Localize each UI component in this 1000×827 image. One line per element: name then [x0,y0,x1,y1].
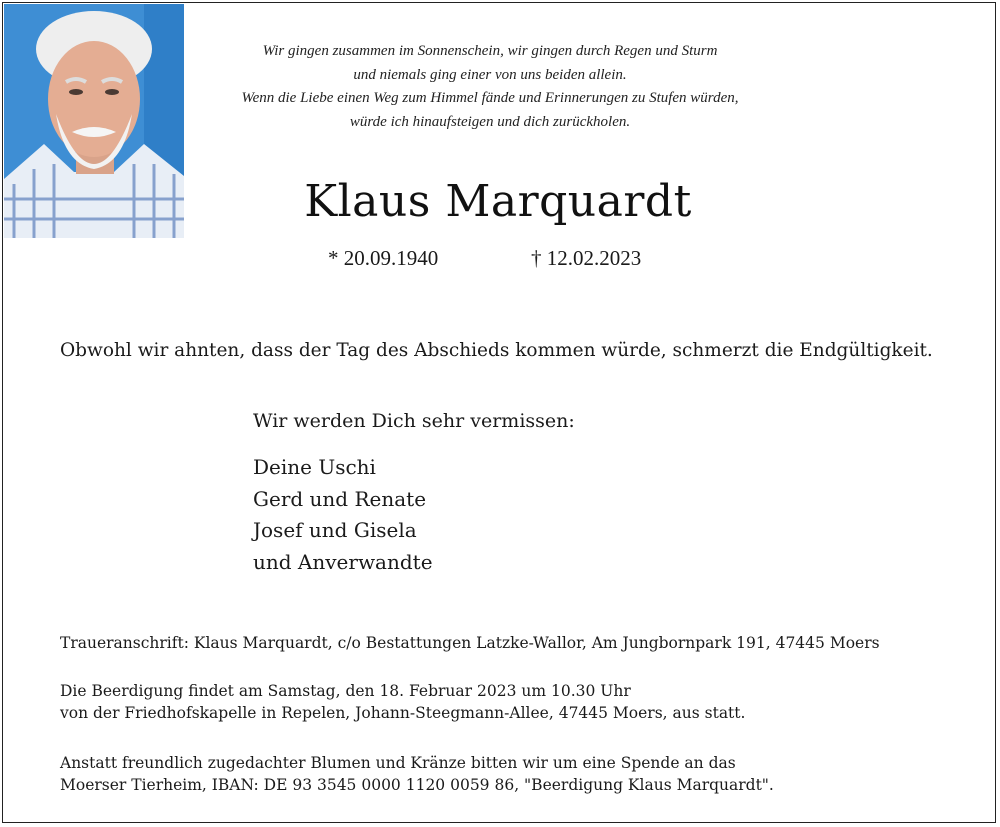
poem-line: Wenn die Liebe einen Weg zum Himmel fände und Erinnerungen zu Stufen würden, [241,90,739,106]
family-member: Gerd und Renate [253,486,427,511]
donation-line: Anstatt freundlich zugedachter Blumen und Kränze bitten wir um eine Spende an das [60,754,736,772]
family-member: Josef und Gisela [253,518,417,542]
poem-line: würde ich hinaufsteigen und dich zurückholen. [349,113,631,130]
poem [200,40,780,134]
funeral-line: Die Beerdigung findet am Samstag, den 18. Februar 2023 um 10.30 Uhr [60,682,631,700]
family-member: Deine Uschi [253,455,376,479]
miss-line: Wir werden Dich sehr vermissen: [253,410,575,432]
birth-date: * 20.09.1940 [328,246,439,270]
funeral-info [60,680,745,724]
statement: Obwohl wir ahnten, dass der Tag des Abschieds kommen würde, schmerzt die Endgültigkeit. [60,340,933,361]
death-date: † 12.02.2023 [531,246,642,270]
funeral-line: von der Friedhofskapelle in Repelen, Johann-Steegmann-Allee, 47445 Moers, aus statt. [60,704,746,722]
portrait-illustration [4,4,184,238]
family-list [253,452,433,578]
family-member: und Anverwandte [253,549,433,574]
donation-line: Moerser Tierheim, IBAN: DE 93 3545 0000 1120 0059 86, "Beerdigung Klaus Marquardt". [60,776,774,794]
portrait-photo [4,4,184,238]
donation-info [60,752,774,796]
poem-line: und niemals ging einer von uns beiden allein. [353,66,627,83]
deceased-name: Klaus Marquardt [304,176,692,227]
mourning-address: Traueranschrift: Klaus Marquardt, c/o Bestattungen Latzke-Wallor, Am Jungbornpark 191, 47445 Moers [60,634,880,652]
poem-line: Wir gingen zusammen im Sonnenschein, wir gingen durch Regen und Sturm [262,43,718,59]
